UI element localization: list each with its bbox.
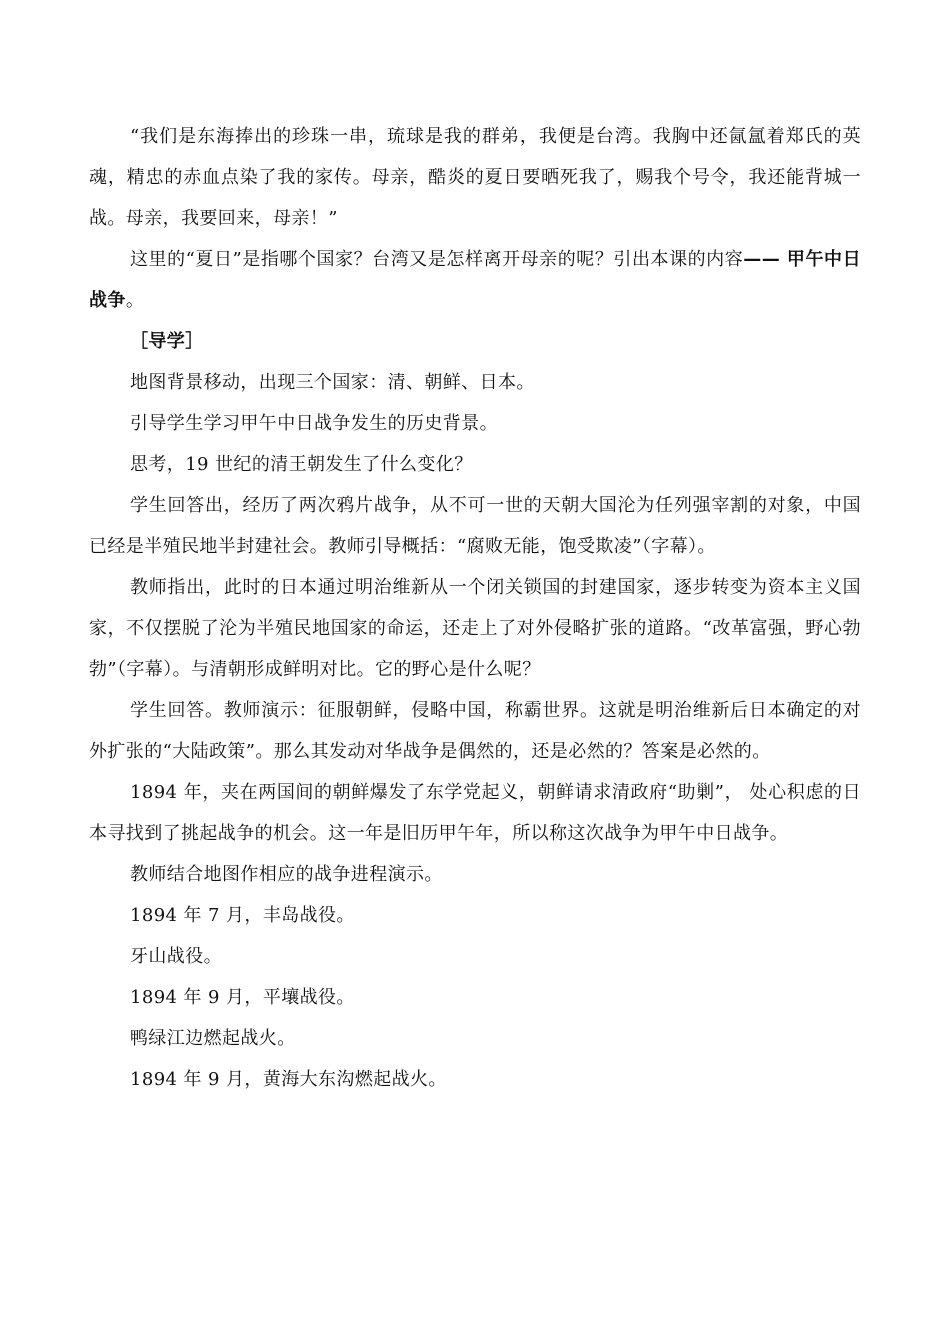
think-paragraph: 思考，19 世纪的清王朝发生了什么变化？ (130, 454, 473, 475)
pingrang-paragraph: 1894 年 9 月，平壤战役。 (130, 987, 355, 1008)
guide-background-paragraph: 引导学生学习甲午中日战争发生的历史背景。 (130, 413, 498, 434)
question-paragraph (89, 239, 861, 321)
lesson-title: —— 甲午中日战争 (89, 249, 861, 311)
demo-paragraph: 教师结合地图作相应的战争进程演示。 (130, 864, 443, 885)
fengdao-paragraph: 1894 年 7 月，丰岛战役。 (130, 905, 355, 926)
yalu-paragraph: 鸭绿江边燃起战火。 (130, 1028, 296, 1049)
answer2-paragraph: 学生回答。教师演示：征服朝鲜，侵略中国，称霸世界。这就是明治维新后日本确定的对外扩张的“大陆政策”。那么其发动对华战争是偶然的，还是必然的？答案是必然的。 (89, 700, 861, 762)
guide-heading: ［导学］ (130, 331, 204, 352)
yashan-paragraph: 牙山战役。 (130, 946, 222, 967)
map-paragraph: 地图背景移动，出现三个国家：清、朝鲜、日本。 (130, 372, 535, 393)
document-body (89, 116, 861, 1100)
question-text: 这里的“夏日”是指哪个国家？台湾又是怎样离开母亲的呢？引出本课的内容 (130, 249, 744, 270)
huanghai-paragraph: 1894 年 9 月，黄海大东沟燃起战火。 (130, 1069, 447, 1090)
answer1-paragraph: 学生回答出，经历了两次鸦片战争，从不可一世的天朝大国沦为任列强宰割的对象，中国已经是半殖民地半封建社会。教师引导概括：“腐败无能，饱受欺凌”（字幕）。 (89, 495, 861, 557)
poem-paragraph: “我们是东海捧出的珍珠一串，琉球是我的群弟，我便是台湾。我胸中还氤氲着郑氏的英魂，精忠的赤血点染了我的家传。母亲，酷炎的夏日要晒死我了，赐我个号令，我还能背城一战。母亲，我要回来，母亲！” (89, 126, 861, 229)
question-period: 。 (125, 290, 145, 311)
teacher-japan-paragraph: 教师指出，此时的日本通过明治维新从一个闭关锁国的封建国家，逐步转变为资本主义国家，不仅摆脱了沦为半殖民地国家的命运，还走上了对外侵略扩张的道路。“改革富强，野心勃勃”（字幕）。与清朝形成鲜明对比。它的野心是什么呢？ (89, 577, 861, 680)
year-1894-paragraph: 1894 年，夹在两国间的朝鲜爆发了东学党起义，朝鲜请求清政府“助剿”， 处心积虑的日本寻找到了挑起战争的机会。这一年是旧历甲午年，所以称这次战争为甲午中日战争。 (89, 782, 861, 844)
